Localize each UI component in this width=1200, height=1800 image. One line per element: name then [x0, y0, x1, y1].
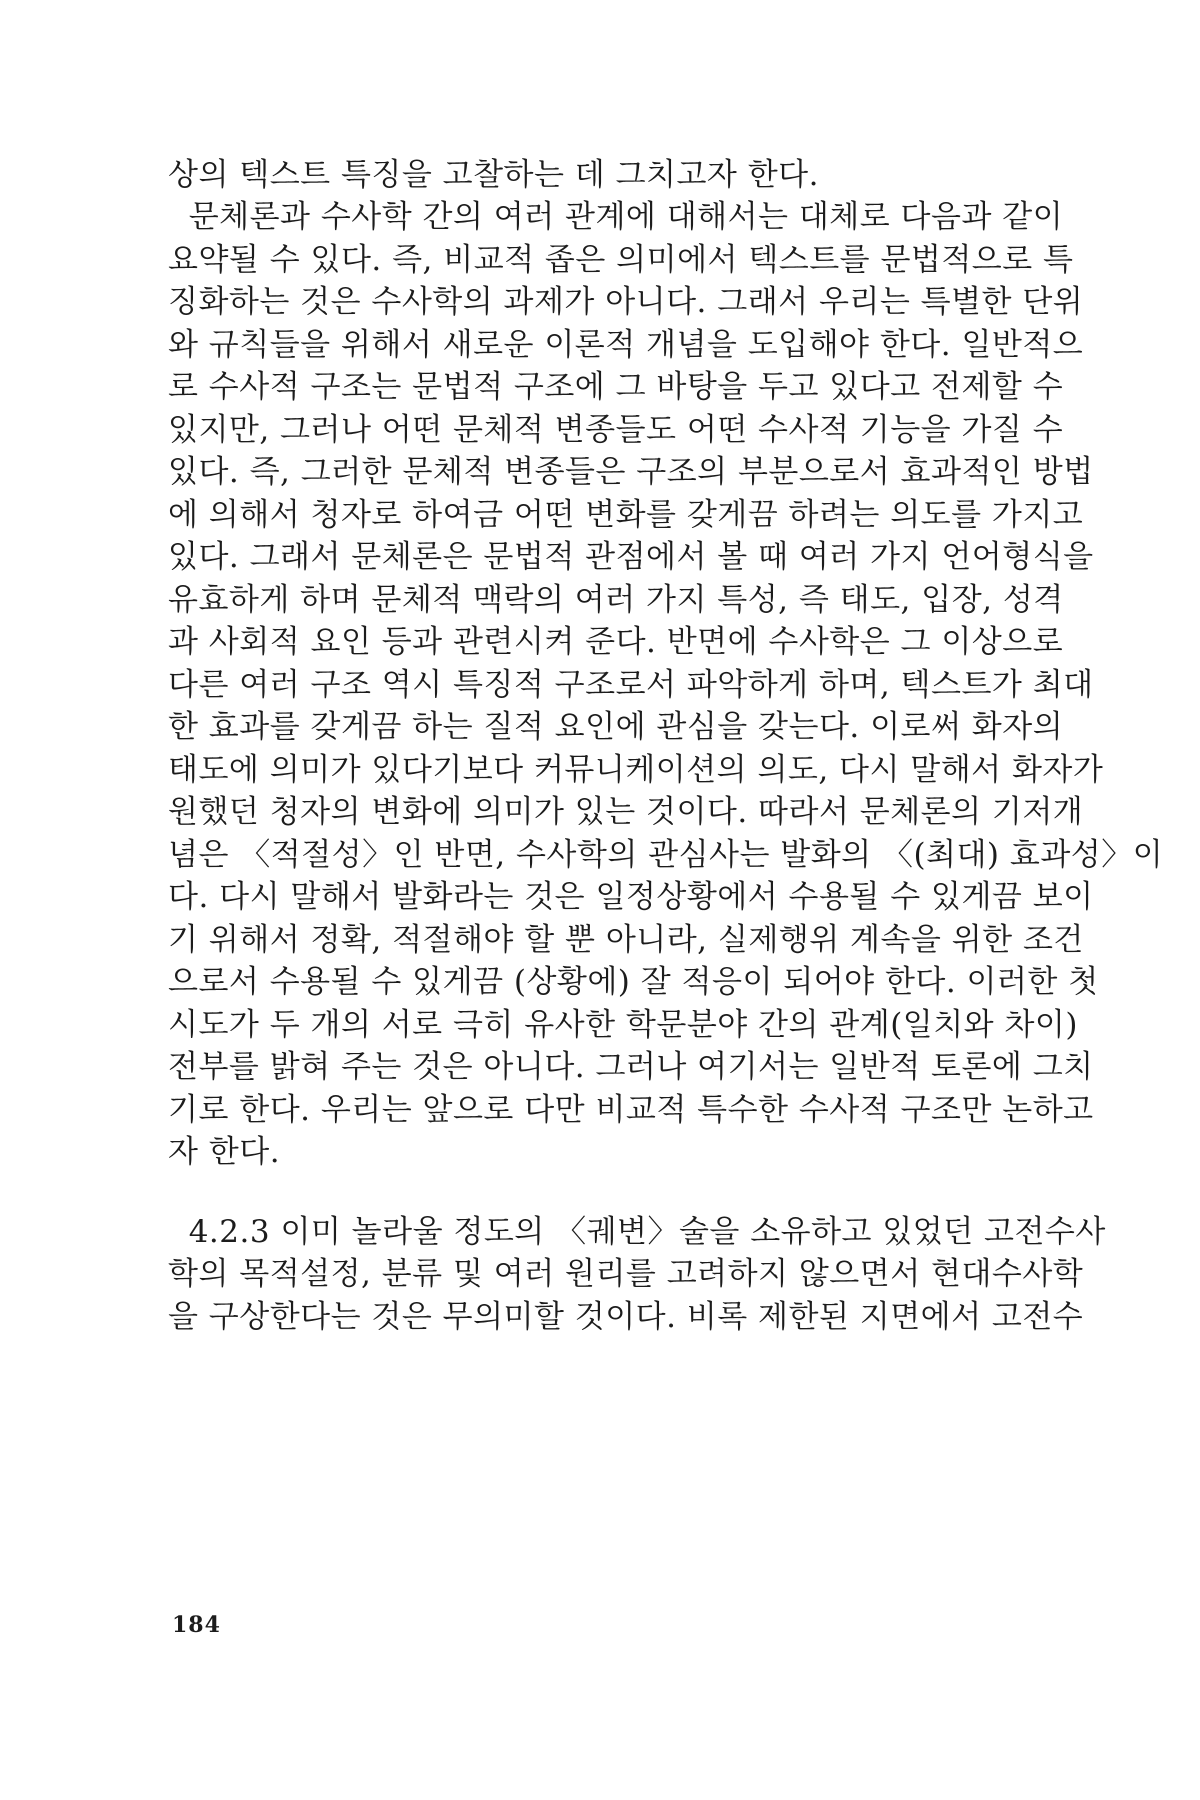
- text-line: 상의 텍스트 특징을 고찰하는 데 그치고자 한다.: [168, 157, 819, 193]
- text-line: 으로서 수용될 수 있게끔 (상황에) 잘 적응이 되어야 한다. 이러한 첫: [168, 964, 1099, 1000]
- text-line: 원했던 청자의 변화에 의미가 있는 것이다. 따라서 문체론의 기저개: [168, 794, 1084, 830]
- section-heading-line: 4.2.3 이미 놀라울 정도의 〈궤변〉술을 소유하고 있었던 고전수사: [168, 1214, 1106, 1250]
- text-line: 을 구상한다는 것은 무의미할 것이다. 비록 제한된 지면에서 고전수: [168, 1299, 1084, 1335]
- text-line: 시도가 두 개의 서로 극히 유사한 학문분야 간의 관계(일치와 차이): [168, 1007, 1078, 1043]
- text-line: 태도에 의미가 있다기보다 커뮤니케이션의 의도, 다시 말해서 화자가: [168, 752, 1104, 788]
- text-line: 학의 목적설정, 분류 및 여러 원리를 고려하지 않으면서 현대수사학: [168, 1256, 1084, 1292]
- text-line: 있지만, 그러나 어떤 문체적 변종들도 어떤 수사적 기능을 가질 수: [168, 412, 1064, 448]
- text-line: 전부를 밝혀 주는 것은 아니다. 그러나 여기서는 일반적 토론에 그치: [168, 1049, 1094, 1085]
- text-line: 징화하는 것은 수사학의 과제가 아니다. 그래서 우리는 특별한 단위: [168, 284, 1084, 320]
- text-line: 념은 〈적절성〉인 반면, 수사학의 관심사는 발화의 〈(최대) 효과성〉이: [168, 837, 1164, 873]
- text-line: 다른 여러 구조 역시 특징적 구조로서 파악하게 하며, 텍스트가 최대: [168, 667, 1094, 703]
- text-line: 로 수사적 구조는 문법적 구조에 그 바탕을 두고 있다고 전제할 수: [168, 369, 1064, 405]
- text-line: 다. 다시 말해서 발화라는 것은 일정상황에서 수용될 수 있게끔 보이: [168, 879, 1094, 915]
- text-line: 요약될 수 있다. 즉, 비교적 좁은 의미에서 텍스트를 문법적으로 특: [168, 242, 1074, 278]
- text-line: 문체론과 수사학 간의 여러 관계에 대해서는 대체로 다음과 같이: [168, 199, 1064, 235]
- text-line: 자 한다.: [168, 1134, 281, 1170]
- text-line: 과 사회적 요인 등과 관련시켜 준다. 반면에 수사학은 그 이상으로: [168, 624, 1064, 660]
- page-number: 184: [172, 1612, 221, 1638]
- text-line: 유효하게 하며 문체적 맥락의 여러 가지 특성, 즉 태도, 입장, 성격: [168, 582, 1064, 618]
- text-line: 기로 한다. 우리는 앞으로 다만 비교적 특수한 수사적 구조만 논하고: [168, 1092, 1094, 1128]
- text-line: 기 위해서 정확, 적절해야 할 뿐 아니라, 실제행위 계속을 위한 조건: [168, 922, 1084, 958]
- text-line: 한 효과를 갖게끔 하는 질적 요인에 관심을 갖는다. 이로써 화자의: [168, 709, 1064, 745]
- text-line: 에 의해서 청자로 하여금 어떤 변화를 갖게끔 하려는 의도를 가지고: [168, 497, 1084, 533]
- text-line: 있다. 그래서 문체론은 문법적 관점에서 볼 때 여러 가지 언어형식을: [168, 539, 1094, 575]
- text-line: 와 규칙들을 위해서 새로운 이론적 개념을 도입해야 한다. 일반적으: [168, 327, 1084, 363]
- text-line: 있다. 즉, 그러한 문체적 변종들은 구조의 부분으로서 효과적인 방법: [168, 454, 1094, 490]
